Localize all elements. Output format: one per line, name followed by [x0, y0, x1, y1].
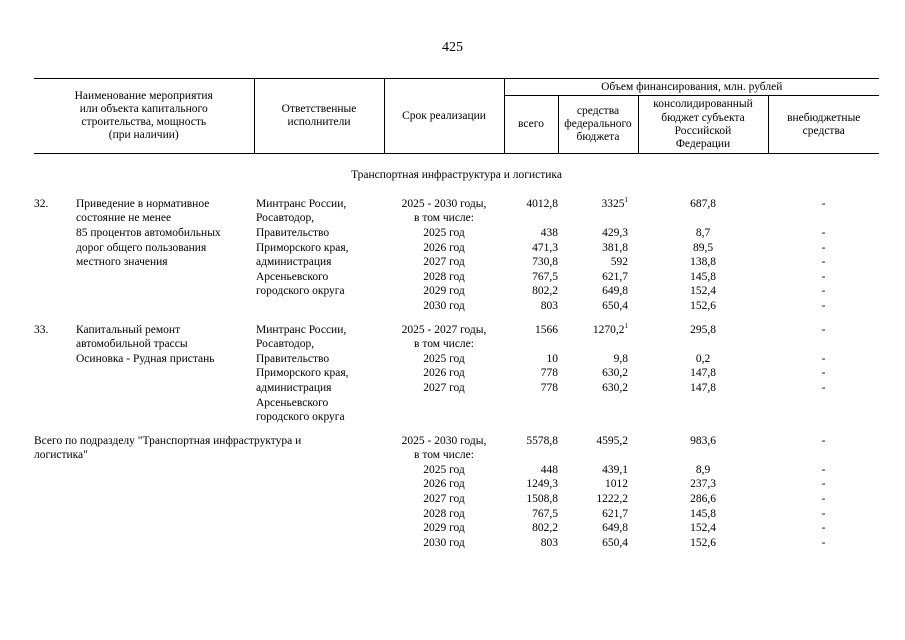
- header-regional: [638, 96, 768, 154]
- cell-line: внебюджетные: [787, 111, 861, 124]
- cell-line: 145,8: [690, 507, 716, 520]
- row-term: [384, 197, 504, 314]
- cell-line: Приморского края,: [256, 367, 349, 380]
- cell-line: или объекта капитального: [79, 102, 208, 115]
- cell-line: автомобильной трассы: [76, 338, 188, 351]
- cell-line: 1270,2$^1$: [592, 321, 628, 336]
- cell-line: Минтранс России,: [256, 323, 347, 336]
- cell-line: 630,2: [602, 367, 628, 380]
- cell-line: 438: [540, 226, 558, 239]
- cell-line: дорог общего пользования: [76, 241, 207, 254]
- cell-line: -: [821, 493, 826, 506]
- cell-line: 2030 год: [423, 536, 465, 549]
- cell-line: 649,8: [602, 285, 628, 298]
- cell-line: [638, 448, 768, 463]
- cell-line: 152,6: [690, 299, 716, 312]
- cell-line: 147,8: [690, 381, 716, 394]
- summary-row: [34, 425, 879, 551]
- header-name: [34, 79, 254, 154]
- cell-line: 687,8: [690, 197, 716, 210]
- cell-line: [504, 337, 558, 352]
- row-executors: [254, 197, 384, 314]
- cell-line: 592: [610, 256, 628, 269]
- cell-line: администрация: [256, 381, 332, 394]
- cell-line: 89,5: [692, 241, 714, 254]
- cell-line: федерального: [564, 118, 632, 131]
- cell-line: бюджет субъекта: [661, 111, 745, 124]
- cell-line: 778: [540, 381, 558, 394]
- cell-line: состояние не менее: [76, 212, 172, 225]
- cell-line: 983,6: [690, 434, 716, 447]
- cell-line: 2027 год: [423, 493, 465, 506]
- cell-line: -: [821, 197, 826, 210]
- cell-line: [638, 337, 768, 352]
- cell-line: 2026 год: [423, 367, 465, 380]
- cell-line: -: [821, 522, 826, 535]
- cell-line: 8,9: [695, 463, 711, 476]
- row-term: [384, 314, 504, 425]
- cell-line: 778: [540, 367, 558, 380]
- header-total: всего: [504, 96, 558, 154]
- cell-line: 621,7: [602, 270, 628, 283]
- cell-line: 152,6: [690, 536, 716, 549]
- cell-line: 2027 год: [423, 256, 465, 269]
- cell-line: 802,2: [532, 522, 558, 535]
- table-row: [34, 314, 879, 425]
- cell-line: Российской: [674, 124, 732, 137]
- cell-line: -: [821, 270, 826, 283]
- cell-line: средства: [802, 124, 845, 137]
- cell-line: в том числе:: [414, 338, 474, 351]
- cell-line: 138,8: [690, 256, 716, 269]
- cell-line: -: [821, 381, 826, 394]
- financing-table: [34, 78, 879, 550]
- cell-line: -: [821, 478, 826, 491]
- cell-line: бюджета: [576, 131, 620, 144]
- row-federal: [558, 197, 638, 314]
- cell-line: 9,8: [613, 352, 628, 365]
- cell-line: городского округа: [256, 285, 345, 298]
- cell-line: 2025 год: [423, 352, 465, 365]
- cell-line: 85 процентов автомобильных: [76, 226, 221, 239]
- summary-term: [384, 425, 504, 551]
- cell-line: логистика": [34, 449, 88, 462]
- summary-total: [504, 425, 558, 551]
- cell-line: Ответственные: [281, 102, 357, 115]
- cell-line: 237,3: [690, 478, 716, 491]
- cell-line: 730,8: [532, 256, 558, 269]
- cell-line: -: [821, 434, 826, 447]
- cell-line: 145,8: [690, 270, 716, 283]
- cell-line: 471,3: [532, 241, 558, 254]
- cell-line: 4012,8: [526, 197, 558, 210]
- cell-line: 2030 год: [423, 299, 465, 312]
- cell-line: 429,3: [602, 226, 628, 239]
- cell-line: 439,1: [602, 463, 628, 476]
- cell-line: 4595,2: [596, 434, 628, 447]
- cell-line: 286,6: [690, 493, 716, 506]
- footnote-marker: 1: [624, 195, 628, 204]
- cell-line: 152,4: [690, 285, 716, 298]
- cell-line: 2026 год: [423, 241, 465, 254]
- cell-line: [504, 448, 558, 463]
- cell-line: -: [821, 241, 826, 254]
- cell-line: Правительство: [256, 226, 330, 239]
- cell-line: -: [821, 463, 826, 476]
- cell-line: [558, 211, 628, 226]
- row-federal: [558, 314, 638, 425]
- cell-line: 381,8: [602, 241, 628, 254]
- cell-line: 5578,8: [526, 434, 558, 447]
- cell-line: 802,2: [532, 285, 558, 298]
- cell-line: [768, 448, 879, 463]
- cell-line: 2028 год: [423, 507, 465, 520]
- row-executors: [254, 314, 384, 425]
- cell-line: 1012: [605, 478, 628, 491]
- cell-line: консолидированный: [653, 98, 753, 111]
- cell-line: в том числе:: [414, 449, 474, 462]
- cell-line: 803: [540, 536, 558, 549]
- cell-line: -: [821, 285, 826, 298]
- cell-line: Всего по подразделу "Транспортная инфраструктура и: [34, 434, 302, 447]
- cell-line: 2028 год: [423, 270, 465, 283]
- row-extra: [768, 314, 879, 425]
- summary-regional: [638, 425, 768, 551]
- cell-line: 8,7: [695, 226, 711, 239]
- cell-line: 767,5: [532, 507, 558, 520]
- cell-line: [558, 337, 628, 352]
- cell-line: 2025 - 2027 годы,: [401, 323, 487, 336]
- header-federal: [558, 96, 638, 154]
- cell-line: городского округа: [256, 411, 345, 424]
- cell-line: 2025 год: [423, 226, 465, 239]
- header-term: Срок реализации: [384, 79, 504, 154]
- summary-label: [34, 425, 384, 551]
- cell-line: -: [821, 367, 826, 380]
- summary-extra: [768, 425, 879, 551]
- cell-line: 2026 год: [423, 478, 465, 491]
- cell-line: администрация: [256, 256, 332, 269]
- row-number: 33.: [34, 323, 49, 336]
- cell-line: Наименование мероприятия: [74, 89, 213, 102]
- section-title: Транспортная инфраструктура и логистика: [351, 169, 562, 182]
- cell-line: [638, 211, 768, 226]
- cell-line: Федерации: [675, 137, 731, 150]
- cell-line: Капитальный ремонт: [76, 323, 181, 336]
- footnote-marker: 1: [624, 321, 628, 330]
- cell-line: -: [821, 299, 826, 312]
- header-extra: [768, 96, 879, 154]
- cell-line: Росавтодор,: [256, 338, 315, 351]
- cell-line: 1222,2: [596, 493, 628, 506]
- row-name: [76, 314, 254, 425]
- cell-line: 803: [540, 299, 558, 312]
- cell-line: 147,8: [690, 367, 716, 380]
- cell-line: Приморского края,: [256, 241, 349, 254]
- cell-line: 1566: [535, 323, 558, 336]
- row-regional: [638, 197, 768, 314]
- cell-line: 1508,8: [526, 493, 558, 506]
- cell-line: в том числе:: [414, 212, 474, 225]
- cell-line: -: [821, 256, 826, 269]
- cell-line: Минтранс России,: [256, 197, 347, 210]
- row-number: 32.: [34, 197, 49, 210]
- cell-line: 2025 год: [423, 463, 465, 476]
- cell-line: 767,5: [532, 270, 558, 283]
- cell-line: 2025 - 2030 годы,: [401, 197, 487, 210]
- cell-line: Осиновка - Рудная пристань: [76, 352, 215, 365]
- cell-line: 2025 - 2030 годы,: [401, 434, 487, 447]
- cell-line: -: [821, 507, 826, 520]
- cell-line: 630,2: [602, 381, 628, 394]
- cell-line: 1249,3: [526, 478, 558, 491]
- row-total: [504, 197, 558, 314]
- cell-line: средства: [576, 104, 620, 117]
- cell-line: 650,4: [602, 536, 628, 549]
- cell-line: 295,8: [690, 323, 716, 336]
- cell-line: [768, 337, 879, 352]
- cell-line: Приведение в нормативное: [76, 197, 210, 210]
- cell-line: [504, 211, 558, 226]
- cell-line: Арсеньевского: [256, 396, 329, 409]
- cell-line: -: [821, 536, 826, 549]
- table-row: [34, 197, 879, 314]
- cell-line: [768, 211, 879, 226]
- header-financing: Объем финансирования, млн. рублей: [504, 79, 879, 96]
- cell-line: 152,4: [690, 522, 716, 535]
- cell-line: -: [821, 226, 826, 239]
- cell-line: строительства, мощность: [81, 116, 207, 129]
- row-name: [76, 197, 254, 314]
- cell-line: -: [821, 323, 826, 336]
- row-regional: [638, 314, 768, 425]
- cell-line: 3325$^1$: [601, 195, 628, 210]
- cell-line: Правительство: [256, 352, 330, 365]
- cell-line: 621,7: [602, 507, 628, 520]
- row-total: [504, 314, 558, 425]
- cell-line: [558, 448, 628, 463]
- cell-line: 448: [540, 463, 558, 476]
- cell-line: местного значения: [76, 256, 168, 269]
- cell-line: Росавтодор,: [256, 212, 315, 225]
- cell-line: 650,4: [602, 299, 628, 312]
- row-extra: [768, 197, 879, 314]
- cell-line: 10: [546, 352, 558, 365]
- summary-federal: [558, 425, 638, 551]
- cell-line: 0,2: [695, 352, 711, 365]
- cell-line: Арсеньевского: [256, 270, 329, 283]
- header-executors: [254, 79, 384, 154]
- cell-line: (при наличии): [108, 129, 179, 142]
- cell-line: 2029 год: [423, 285, 465, 298]
- cell-line: -: [821, 352, 826, 365]
- cell-line: 649,8: [602, 522, 628, 535]
- cell-line: 2029 год: [423, 522, 465, 535]
- cell-line: 2027 год: [423, 381, 465, 394]
- page-number: 425: [442, 40, 463, 55]
- cell-line: исполнители: [287, 116, 351, 129]
